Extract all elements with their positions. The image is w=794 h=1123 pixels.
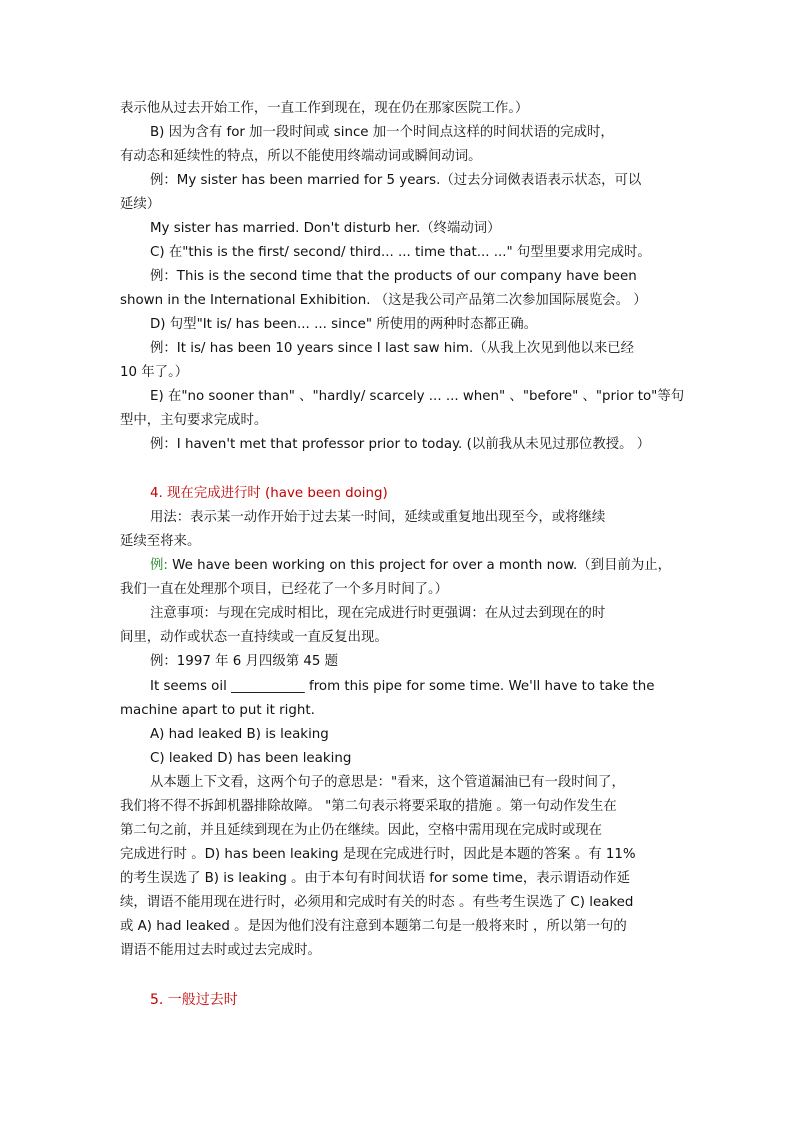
text-line: 我们将不得不拆卸机器排除故障。 "第二句表示将要采取的措施 。第一句动作发生在	[120, 799, 617, 814]
section-heading-5: 5. 一般过去时	[150, 992, 238, 1008]
text-line: 或 A) had leaked 。是因为他们没有注意到本题第二句是一般将来时 ，所以第一句的	[120, 919, 627, 934]
text-line: 例：My sister has been married for 5 years.（过去分词傚表语表示状态，可以	[150, 173, 642, 188]
text-line: 延续至将来。	[120, 534, 201, 549]
example-label: 例:	[150, 558, 168, 573]
text-line: 例：I haven't met that professor prior to today. (以前我从未见过那位教授。 ）	[150, 437, 651, 452]
text-line: 的考生误选了 B) is leaking 。由于本句有时间状语 for some time，表示谓语动作延	[120, 871, 631, 886]
text-line: 例：This is the second time that the products of our company have been	[150, 269, 637, 284]
text-line: 10 年了。）	[120, 365, 189, 380]
section-heading-4: 4. 现在完成进行时 (have been doing)	[150, 486, 388, 501]
text-line: 我们一直在处理那个项目，已经花了一个多月时间了。）	[120, 582, 449, 597]
question-line: It seems oil ___________ from this pipe for some time. We'll have to take the	[150, 679, 655, 694]
text-line: 用法：表示某一动作开始于过去某一时间，延续或重复地出现至今，或将继续	[150, 510, 606, 525]
text-line: 有动态和延续性的特点，所以不能使用终端动词或瞬间动词。	[120, 149, 482, 164]
answer-option-line: C) leaked D) has been leaking	[150, 751, 352, 766]
text-line: 第二句之前，并且延续到现在为止仍在继续。因此，空格中需用现在完成时或现在	[120, 823, 603, 838]
text-line: 续，谓语不能用现在进行时，必须用和完成时有关的时态 。有些考生误选了 C) leaked	[120, 895, 634, 910]
text-line: 注意事项：与现在完成时相比，现在完成进行时更强调：在从过去到现在的时	[150, 606, 606, 621]
text-line: E) 在"no sooner than" 、"hardly/ scarcely ... ... when" 、"before" 、"prior to"等句	[150, 389, 685, 404]
text-line: 完成进行时 。D) has been leaking 是现在完成进行时，因此是本题的答案 。有 11%	[120, 847, 636, 862]
text-line: shown in the International Exhibition. （这是我公司产品第二次参加国际展览会。 ）	[120, 293, 647, 308]
example-line	[150, 556, 680, 576]
text-line: B) 因为含有 for 加一段时间或 since 加一个时间点这样的时间状语的完成时，	[150, 125, 614, 140]
example-text: We have been working on this project for over a month now.（到目前为止，	[167, 558, 672, 573]
text-line: 表示他从过去开始工作，一直工作到现在，现在仍在那家医院工作。）	[120, 101, 529, 116]
text-line: 型中，主句要求完成时。	[120, 413, 268, 428]
text-line: 谓语不能用过去时或过去完成时。	[120, 943, 321, 958]
question-line: machine apart to put it right.	[120, 703, 315, 718]
text-line: D) 句型"It is/ has been... ... since" 所使用的两种时态都正确。	[150, 317, 537, 332]
text-line: 例：1997 年 6 月四级第 45 题	[150, 654, 339, 669]
text-line: 间里，动作或状态一直持续或一直反复出现。	[120, 630, 388, 645]
text-line: 例：It is/ has been 10 years since I last saw him.（从我上次见到他以来已经	[150, 341, 634, 356]
text-line: C) 在"this is the first/ second/ third... ... time that... ..." 句型里要求用完成时。	[150, 245, 651, 260]
text-line: 从本题上下文看，这两个句子的意思是："看来，这个管道漏油已有一段时间了，	[150, 775, 625, 790]
text-line: My sister has married. Don't disturb her.（终端动词）	[150, 221, 501, 236]
text-line: 延续）	[120, 197, 161, 212]
answer-option-line: A) had leaked B) is leaking	[150, 727, 329, 742]
